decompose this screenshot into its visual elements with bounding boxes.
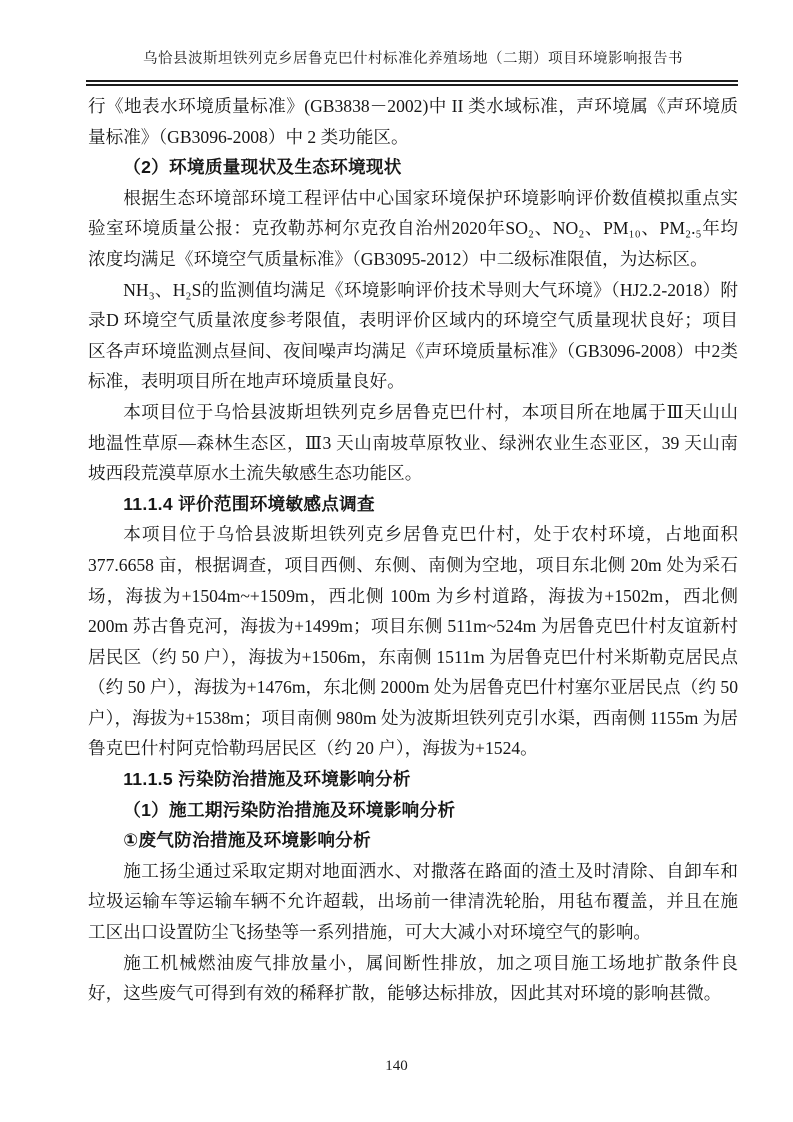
paragraph-water-noise-standards: 行《地表水环境质量标准》(GB3838－2002)中 II 类水域标准，声环境属《声环境质量标准》（GB3096-2008）中 2 类功能区。	[88, 96, 738, 147]
paragraph-construction-dust-measures: 施工扬尘通过采取定期对地面洒水、对撒落在路面的渣土及时清除、自卸车和垃圾运输车等运输车辆不允许超载，出场前一律清洗轮胎，用毡布覆盖，并且在施工区出口设置防尘飞扬垫等一系列措施，可大大减小对环境空气的影响。	[88, 860, 738, 943]
paragraph-machinery-exhaust: 施工机械燃油废气排放量小，属间断性排放，加之项目施工场地扩散条件良好，这些废气可得到有效的稀释扩散，能够达标排放，因此其对环境的影响甚微。	[88, 952, 738, 1004]
heading-construction-period-analysis: （1）施工期污染防治措施及环境影响分析	[123, 799, 456, 820]
paragraph-air-quality-bulletin: 根据生态环境部环境工程评估中心国家环境保护环境影响评价数值模拟重点实验室环境质量公报：克孜勒苏柯尔克孜自治州2020年SO₂、NO₂、PM₁₀、PM₂.₅年均浓度均满足《环境空气质量标准》（GB3095-2012）中二级标准限值，为达标区。	[88, 187, 738, 269]
heading-11-1-4-sensitive-points: 11.1.4 评价范围环境敏感点调查	[123, 493, 375, 514]
header-double-rule	[86, 80, 738, 86]
page-header-title: 乌恰县波斯坦铁列克乡居鲁克巴什村标准化养殖场地（二期）项目环境影响报告书	[143, 51, 683, 67]
paragraph-site-surroundings: 本项目位于乌恰县波斯坦铁列克乡居鲁克巴什村，处于农村环境，占地面积377.6658 亩，根据调查，项目西侧、东侧、南侧为空地，项目东北侧 20m 处为采石场，海拔为+1504m~+1509m，西北侧 100m 为乡村道路，海拔为+1502m，西北侧 200m 苏古鲁克河，海拔为+1499m；项目东侧 511m~524m 为居鲁克巴什村友谊新村居民区（约 50 户），海拔为+1506m，东南侧 1511m 为居鲁克巴什村米斯勒克居民点（约 50 户），海拔为+1476m，东北侧 2000m 处为居鲁克巴什村塞尔亚居民点（约 50 户），海拔为+1538m；项目南侧 980m 处为波斯坦铁列克引水渠，西南侧 1155m 为居鲁克巴什村阿克恰勒玛居民区（约 20 户），海拔为+1524。	[88, 524, 738, 759]
heading-env-quality-status: （2）环境质量现状及生态环境现状	[123, 157, 402, 178]
document-body	[88, 91, 738, 1009]
paragraph-ecological-zone: 本项目位于乌恰县波斯坦铁列克乡居鲁克巴什村，本项目所在地属于Ⅲ天山山地温性草原—森林生态区，Ⅲ3 天山南坡草原牧业、绿洲农业生态亚区，39 天山南坡西段荒漠草原水土流失敏感生态功能区。	[88, 401, 738, 484]
paragraph-monitoring-results: NH₃、H₂S的监测值均满足《环境影响评价技术导则大气环境》（HJ2.2-2018）附录D 环境空气质量浓度参考限值，表明评价区域内的环境空气质量现状良好；项目区各声环境监测点昼间、夜间噪声均满足《声环境质量标准》（GB3096-2008）中2类标准，表明项目所在地声环境质量良好。	[88, 279, 738, 392]
heading-11-1-5-pollution-control: 11.1.5 污染防治措施及环境影响分析	[123, 769, 411, 790]
page-number: 140	[385, 1058, 408, 1074]
heading-waste-gas-measures: ①废气防治措施及环境影响分析	[123, 830, 372, 851]
